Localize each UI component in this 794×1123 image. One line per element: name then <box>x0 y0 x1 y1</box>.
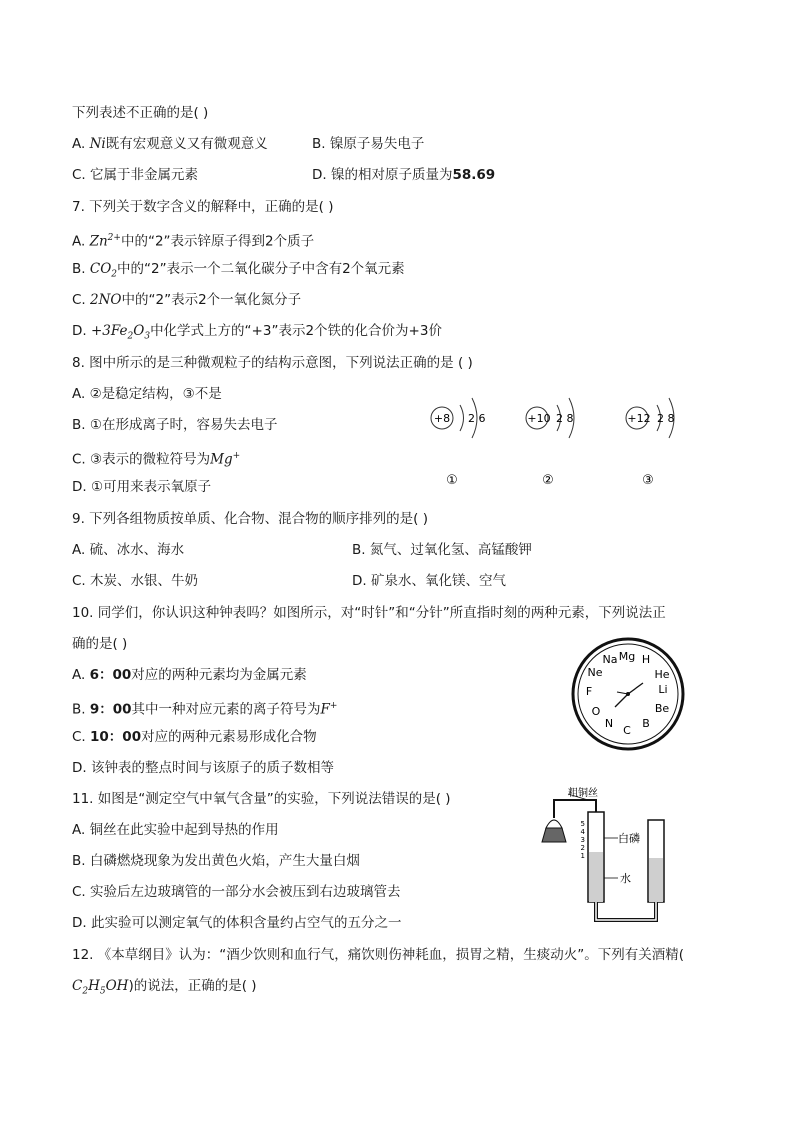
clock-10: Ne <box>587 666 603 679</box>
phosphorus-label: 白磷 <box>618 832 640 845</box>
atom-diagram-1 <box>431 398 486 488</box>
element-clock <box>570 636 686 752</box>
q10-option-d: D. 该钟表的整点时间与该原子的质子数相等 <box>72 760 334 776</box>
q11-option-b: B. 白磷燃烧现象为发出黄色火焰，产生大量白烟 <box>72 853 360 869</box>
q12-stem-line1: 12. 《本草纲目》认为：“酒少饮则和血行气，痛饮则伤神耗血，损胃之精，生痰动火”。下列有关酒精( <box>72 947 685 963</box>
svg-text:3: 3 <box>580 836 585 844</box>
q10-option-a: A. 6：00对应的两种元素均为金属元素 <box>72 667 307 683</box>
left-tube-water <box>589 852 603 902</box>
clock-3: Li <box>658 683 668 696</box>
water-label: 水 <box>620 872 631 885</box>
clock-4: Be <box>654 702 670 715</box>
q11-stem: 11. 如图是“测定空气中氧气含量”的实验，下列说法错误的是( ) <box>72 791 451 807</box>
svg-text:4: 4 <box>580 828 585 836</box>
clock-11: Na <box>602 653 618 666</box>
copper-wire-label: 粗铜丝 <box>568 788 598 799</box>
q6-option-d: D. 镍的相对原子质量为58.69 <box>312 167 496 183</box>
clock-9: F <box>585 685 593 698</box>
q10-stem-line2: 确的是( ) <box>72 636 128 652</box>
q8-option-c: C. ③表示的微粒符号为Mg+ <box>72 451 241 468</box>
q6-stem: 下列表述不正确的是( ) <box>72 105 209 121</box>
right-tube-water <box>649 858 663 902</box>
clock-7: N <box>604 717 614 730</box>
atom-3-nucleus: +12 <box>627 412 651 425</box>
q10-stem-line1: 10. 同学们，你认识这种钟表吗？如图所示，对“时针”和“分针”所直指时刻的两种元素，下列说法正 <box>72 605 666 621</box>
q8-option-d: D. ①可用来表示氧原子 <box>72 479 212 495</box>
atom-diagram-3 <box>626 398 675 488</box>
q6-option-a: A. Ni既有宏观意义又有微观意义 <box>72 136 268 152</box>
q11-option-d: D. 此实验可以测定氧气的体积含量约占空气的五分之一 <box>72 915 402 931</box>
atom-2-label: ② <box>542 473 554 488</box>
q10-option-c: C. 10：00对应的两种元素易形成化合物 <box>72 729 317 745</box>
clock-1: H <box>641 653 651 666</box>
atom-structure-diagrams <box>420 380 700 495</box>
clock-12: Mg <box>618 650 636 663</box>
q8-option-b: B. ①在形成离子时，容易失去电子 <box>72 417 278 433</box>
q8-option-a: A. ②是稳定结构，③不是 <box>72 386 222 402</box>
svg-text:1: 1 <box>580 852 585 860</box>
q7-option-c: C. 2NO中的“2”表示2个一氧化氮分子 <box>72 292 302 308</box>
q6-option-b: B. 镍原子易失电子 <box>312 136 425 152</box>
atom-3-shells: 2 8 <box>657 412 675 425</box>
atom-1-label: ① <box>446 473 458 488</box>
q10-option-b: B. 9：00其中一种对应元素的离子符号为F+ <box>72 701 338 718</box>
q6-option-c: C. 它属于非金属元素 <box>72 167 199 183</box>
clock-8: O <box>591 705 601 718</box>
q9-stem: 9. 下列各组物质按单质、化合物、混合物的顺序排列的是( ) <box>72 511 428 527</box>
q7-option-a: A. $Zn^{2+}$中的“2”表示锌原子得到2个质子 <box>72 233 315 250</box>
svg-text:2: 2 <box>580 844 585 852</box>
q12-stem-line2: $C_2H_5OH$)的说法，正确的是( ) <box>72 978 257 997</box>
q9-option-d: D. 矿泉水、氧化镁、空气 <box>352 573 506 589</box>
q7-stem: 7. 下列关于数字含义的解释中，正确的是( ) <box>72 199 334 215</box>
svg-text:5: 5 <box>580 820 585 828</box>
q11-option-c: C. 实验后左边玻璃管的一部分水会被压到右边玻璃管去 <box>72 884 401 900</box>
q9-option-a: A. 硫、冰水、海水 <box>72 542 185 558</box>
clock-6: C <box>623 724 631 737</box>
atom-2-shells: 2 8 <box>556 412 574 425</box>
oxygen-experiment-apparatus <box>528 786 688 928</box>
atom-3-label: ③ <box>642 473 654 488</box>
flame-icon <box>546 820 562 828</box>
atom-diagram-2 <box>526 398 574 488</box>
q8-stem: 8. 图中所示的是三种微观粒子的结构示意图，下列说法正确的是 ( ) <box>72 355 473 371</box>
atom-1-shells: 2 6 <box>468 412 486 425</box>
clock-5: B <box>642 717 650 730</box>
atom-1-nucleus: +8 <box>433 412 451 425</box>
q11-option-a: A. 铜丝在此实验中起到导热的作用 <box>72 822 279 838</box>
alcohol-lamp-icon <box>542 828 566 842</box>
q7-option-b: B. $CO_2$中的“2”表示一个二氧化碳分子中含有2个氧元素 <box>72 261 405 280</box>
q9-option-b: B. 氮气、过氧化氢、高锰酸钾 <box>352 542 532 558</box>
atom-2-nucleus: +10 <box>527 412 551 425</box>
q7-option-d: D. $+3Fe_2O_3$中化学式上方的“+3”表示2个铁的化合价为+3价 <box>72 323 442 342</box>
q9-option-c: C. 木炭、水银、牛奶 <box>72 573 199 589</box>
connecting-tube <box>596 902 656 920</box>
clock-2: He <box>654 668 670 681</box>
